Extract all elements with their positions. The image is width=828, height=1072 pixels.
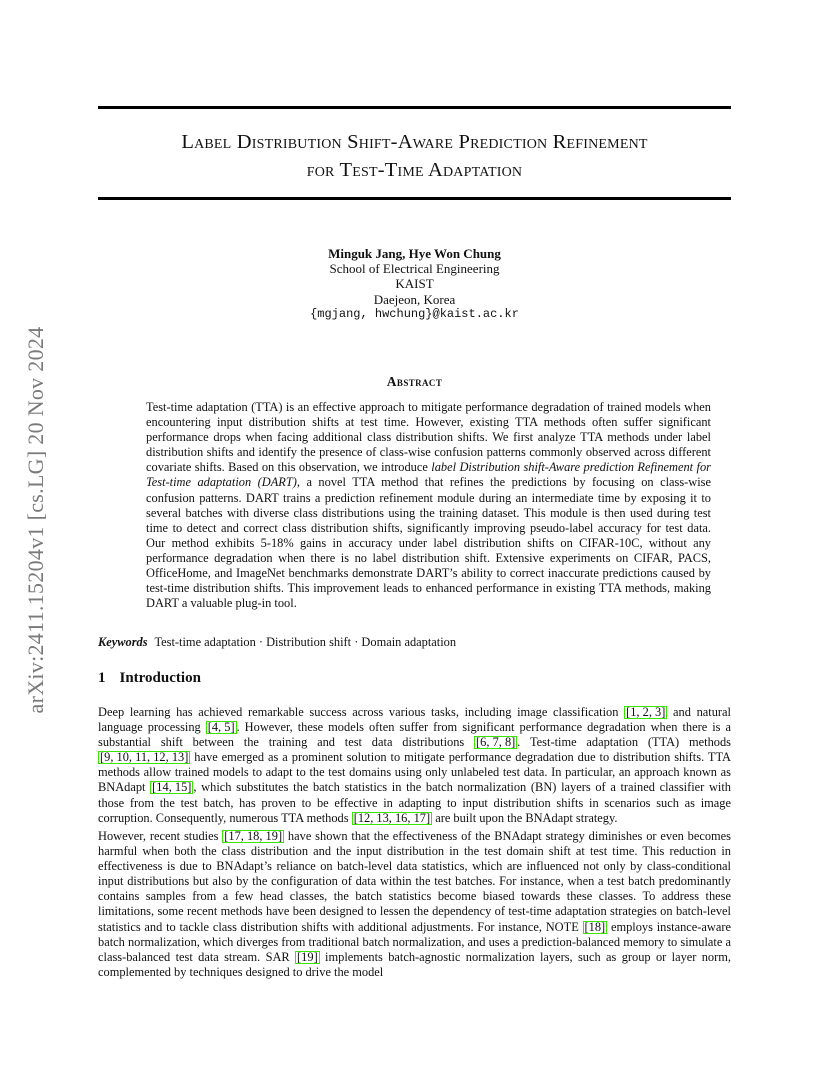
abstract-method-name: label Distribution shift-Aware prediction Refinement for Test-time adaptation (DART) [146,460,711,490]
text-run: have shown that the effectiveness of the BNAdapt strategy diminishes or even becomes harmful when both the class distribution and the input distribution in the test domain shift at test time. This reduction in effectiveness is due to BNAdapt’s reliance on batch-level data statistics, which are influenced not only by class-conditional input distributions but also by the configuration of data within the test batches. For instance, when a test batch predominantly contains samples from a few head classes, the batch statistics become biased towards these classes. To address these limitations, some recent methods have been designed to lessen the dependency of test-time adaptation strategies on batch-level statistics and to tackle class distribution shifts with additional adjustments. For instance, NOTE [98,829,731,934]
author-email: {mgjang, hwchung}@kaist.ac.kr [310,306,519,321]
author-block [98,246,731,322]
text-run: employs instance-aware batch normalization, which diverges from traditional batch normalization, and uses a prediction-balanced memory to simulate a class-balanced test data stream. SAR [98,919,731,964]
intro-paragraph-2 [98,829,731,980]
paper-title [98,128,731,184]
citation-link[interactable]: [17, 18, 19] [224,829,283,843]
intro-paragraph-1 [98,705,731,826]
text-run: have emerged as a prominent solution to mitigate performance degradation due to distribution shifts. TTA methods allow trained models to adapt to the test domains using only unlabeled test data. In particular, an approach known as BNAdapt [98,750,731,795]
abstract-text-start: Test-time adaptation (TTA) is an effective approach to mitigate performance degradation of trained models when encountering input distribution shifts at test time. However, existing TTA methods often suffer significant performance drops when facing additional class distribution shifts. We first analyze TTA methods under label distribution shifts and identify the presence of class-wise confusion patterns commonly observed across different covariate shifts. Based on this observation, we introduce [146,400,711,475]
abstract-text-end: , a novel TTA method that refines the predictions by focusing on class-wise confusion patterns. DART trains a prediction refinement module during an intermediate time by exposing it to several batches with diverse class distributions using the training dataset. This module is then used during test time to detect and correct class distribution shifts, significantly improving pseudo-label accuracy for test data. Our method exhibits 5-18% gains in accuracy under label distribution shifts on CIFAR-10C, without any performance degradation when there is no label distribution shift. Extensive experiments on CIFAR, PACS, OfficeHome, and ImageNet benchmarks demonstrate DART’s ability to correct inaccurate predictions caused by test-time distribution shifts. This improvement leads to enhanced performance in existing TTA methods, making DART a valuable plug-in tool. [146,475,711,611]
section-title: Introduction [119,670,201,686]
section-heading [98,670,201,687]
text-run: . Test-time adaptation (TTA) methods [517,735,731,750]
text-run: implements batch-agnostic normalization layers, such as group or layer norm, complemented by techniques designed to drive the model [98,949,731,979]
arxiv-identifier: arXiv:2411.15204v1 [cs.LG] 20 Nov 2024 [23,326,48,714]
citation-link[interactable]: [19] [297,949,318,964]
author-names: Minguk Jang, Hye Won Chung [328,246,501,261]
author-location: Daejeon, Korea [373,291,456,307]
text-run: However, recent studies [98,829,223,843]
citation-link[interactable]: [12, 13, 16, 17] [353,810,431,825]
title-line-2: for Test-Time Adaptation [306,159,523,181]
text-run: . However, these models often suffer from significant performance degradation when there is a substantial shift between the training and test data distributions [98,720,731,750]
citation-link[interactable]: [18] [584,919,606,934]
keywords-line [98,635,731,650]
abstract-heading: Abstract [386,374,443,389]
citation-link[interactable]: [1, 2, 3] [626,705,666,719]
text-run: are built upon the BNAdapt strategy. [432,810,618,825]
text-run: Deep learning has achieved remarkable success across various tasks, including image classification [98,705,625,719]
text-run: , which substitutes the batch statistics in the batch normalization (BN) layers of a trained classifier with those from the test batch, has proven to be effective in adapting to input distribution shifts in scenarios such as image corruption. Consequently, numerous TTA methods [98,780,731,825]
author-institution: KAIST [395,276,434,292]
abstract-body [146,400,711,611]
text-run: and natural language processing [98,705,731,735]
citation-link[interactable]: [4, 5] [207,720,235,735]
citation-link[interactable]: [9, 10, 11, 12, 13] [100,750,189,765]
keywords-label: Keywords [98,635,148,649]
author-school: School of Electrical Engineering [329,261,500,277]
section-number: 1 [98,670,106,686]
keywords-list: Test-time adaptation · Distribution shift · Domain adaptation [154,635,457,649]
citation-link[interactable]: [14, 15] [152,780,192,795]
title-rule-top [98,106,731,109]
title-line-1: Label Distribution Shift-Aware Prediction Refinement [181,131,648,153]
citation-link[interactable]: [6, 7, 8] [476,735,516,750]
title-rule-bottom [98,197,731,200]
